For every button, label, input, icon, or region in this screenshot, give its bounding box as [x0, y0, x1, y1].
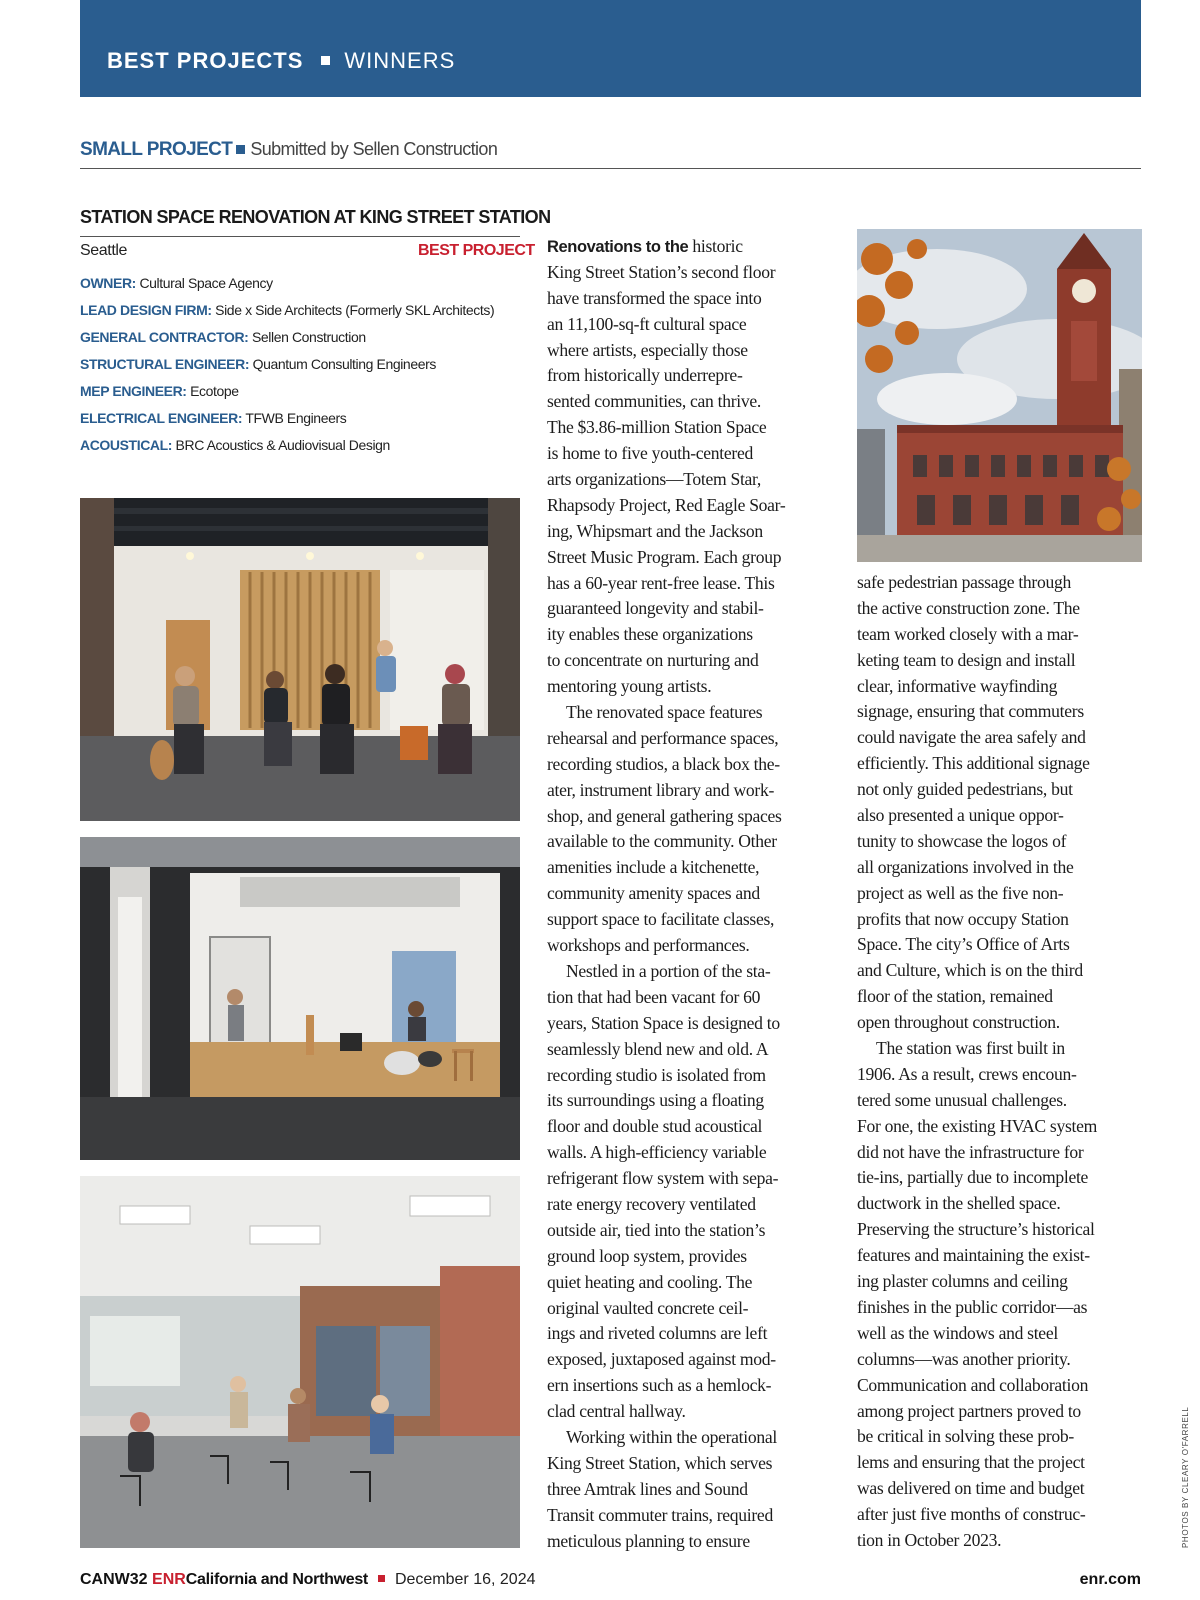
article-line: King Street Station’s second floor: [547, 261, 776, 282]
article-line: community amenity spaces and: [547, 883, 760, 904]
article-line: Street Music Program. Each group: [547, 546, 782, 567]
article-line: features and maintaining the exist-: [857, 1245, 1090, 1266]
page-footer: [80, 1571, 1141, 1593]
credit-role: STRUCTURAL ENGINEER:: [80, 356, 250, 372]
credit-name: Side x Side Architects (Formerly SKL Architects): [215, 302, 495, 318]
article-line: is home to five youth-centered: [547, 443, 753, 464]
credit-name: Cultural Space Agency: [139, 275, 273, 291]
article-line: after just five months of construc-: [857, 1504, 1086, 1525]
article-line: where artists, especially those: [547, 339, 748, 360]
article-line: safe pedestrian passage through: [857, 572, 1071, 592]
rehearsal-room-photo: [80, 498, 520, 821]
article-column-1: [547, 234, 832, 1554]
banner-title: [107, 48, 455, 74]
article-line: and Culture, which is on the third: [857, 960, 1083, 981]
article-line: available to the community. Other: [547, 831, 777, 852]
photo-credit: PHOTOS BY CLEARY O'FARRELL: [1181, 1406, 1190, 1548]
article-line: its surroundings using a floating: [547, 1090, 764, 1111]
section-banner: [80, 0, 1141, 97]
article-line: support space to facilitate classes,: [547, 909, 775, 930]
article-line: project as well as the five non-: [857, 882, 1064, 903]
article-line: have transformed the space into: [547, 287, 762, 308]
article-line: was delivered on time and budget: [857, 1478, 1085, 1499]
article-line: 1906. As a result, crews encoun-: [857, 1063, 1077, 1084]
article-line: Preserving the structure’s historical: [857, 1219, 1095, 1240]
article-line: arts organizations—Totem Star,: [547, 469, 761, 490]
article-line: among project partners proved to: [857, 1400, 1081, 1421]
article-line: shop, and general gathering spaces: [547, 805, 782, 826]
article-line: finishes in the public corridor—as: [857, 1296, 1088, 1317]
article-line: recording studios, a black box the-: [547, 753, 780, 774]
article-line: lems and ensuring that the project: [857, 1452, 1085, 1473]
publication-name: California and Northwest: [185, 1571, 368, 1588]
issue-date: December 16, 2024: [394, 1571, 536, 1588]
classroom-photo: [80, 1176, 520, 1548]
article-line: all organizations involved in the: [857, 856, 1074, 877]
article-line: Nestled in a portion of the sta-: [566, 960, 771, 981]
submitted-by: Submitted by Sellen Construction: [250, 139, 498, 159]
credit-owner: [80, 274, 525, 301]
category-label: SMALL PROJECT: [80, 139, 233, 160]
article-line: floor of the station, remained: [857, 986, 1053, 1007]
credit-name: Ecotope: [190, 383, 239, 399]
best-project-badge: BEST PROJECT: [418, 242, 535, 259]
article-line: guaranteed longevity and stabil-: [547, 598, 764, 619]
article-line: amenities include a kitchenette,: [547, 857, 760, 878]
article-line-text: historic: [688, 236, 743, 256]
article-line: meticulous planning to ensure: [547, 1530, 750, 1551]
article-line: has a 60-year rent-free lease. This: [547, 572, 775, 593]
article-line: outside air, tied into the station’s: [547, 1219, 766, 1240]
footer-square-icon: [378, 1575, 385, 1582]
article-line: ing plaster columns and ceiling: [857, 1271, 1068, 1292]
article-line: the active construction zone. The: [857, 597, 1080, 618]
credit-name: Sellen Construction: [251, 329, 366, 345]
article-line: workshops and performances.: [547, 935, 750, 956]
article-line: efficiently. This additional signage: [857, 753, 1090, 774]
project-city: Seattle: [80, 242, 128, 259]
article-line: team worked closely with a mar-: [857, 623, 1079, 644]
website-link[interactable]: enr.com: [1079, 1571, 1141, 1588]
article-line: from historically underrepre-: [547, 365, 743, 386]
credit-acoustical: [80, 436, 525, 463]
article-line: be critical in solving these prob-: [857, 1426, 1074, 1447]
article-line: also presented a unique oppor-: [857, 805, 1064, 826]
article-line: tunity to showcase the logos of: [857, 830, 1067, 851]
credit-role: MEP ENGINEER:: [80, 383, 187, 399]
article-line: three Amtrak lines and Sound: [547, 1478, 748, 1499]
article-line: mentoring young artists.: [547, 676, 712, 697]
project-title: STATION SPACE RENOVATION AT KING STREET STATION: [80, 207, 520, 237]
article-column-2: [857, 570, 1142, 1554]
article-line: rehearsal and performance spaces,: [547, 727, 779, 748]
banner-square-icon: [321, 56, 330, 65]
credit-name: TFWB Engineers: [245, 410, 347, 426]
article-line: Space. The city’s Office of Arts: [857, 934, 1070, 955]
article-line: The renovated space features: [566, 702, 763, 723]
credit-general-contractor: [80, 328, 525, 355]
article-line: tion in October 2023.: [857, 1529, 1002, 1550]
recording-studio-photo: [80, 837, 520, 1160]
page-number: CANW32: [80, 1571, 148, 1588]
article-line: clear, informative wayfinding: [857, 675, 1058, 696]
article-line: sented communities, can thrive.: [547, 391, 761, 412]
article-line: Rhapsody Project, Red Eagle Soar-: [547, 494, 786, 515]
credit-lead-design-firm: [80, 301, 525, 328]
enr-logo: ENR: [152, 1571, 186, 1588]
article-line: signage, ensuring that commuters: [857, 701, 1084, 722]
article-line: tered some unusual challenges.: [857, 1089, 1067, 1110]
project-credits: [80, 274, 525, 463]
banner-category: WINNERS: [344, 48, 456, 73]
article-line: recording studio is isolated from: [547, 1064, 766, 1085]
article-line: clad central hallway.: [547, 1401, 686, 1422]
category-square-icon: [236, 145, 245, 154]
article-line: ings and riveted columns are left: [547, 1323, 768, 1344]
article-line: refrigerant flow system with sepa-: [547, 1168, 779, 1189]
banner-section: BEST PROJECTS: [107, 48, 304, 73]
article-line: profits that now occupy Station: [857, 908, 1069, 929]
category-header: [80, 139, 1141, 169]
article-line: [547, 234, 832, 260]
article-line: years, Station Space is designed to: [547, 1012, 780, 1033]
article-line: Communication and collaboration: [857, 1374, 1089, 1395]
article-lead-in: Renovations to the: [547, 238, 689, 256]
article-line: not only guided pedestrians, but: [857, 779, 1073, 800]
credit-mep-engineer: [80, 382, 525, 409]
credit-role: ACOUSTICAL:: [80, 437, 173, 453]
article-line: did not have the infrastructure for: [857, 1141, 1084, 1162]
article-line: tie-ins, partially due to incomplete: [857, 1167, 1089, 1188]
article-line: original vaulted concrete ceil-: [547, 1297, 749, 1318]
article-line: ground loop system, provides: [547, 1245, 747, 1266]
article-line: walls. A high-efficiency variable: [547, 1142, 767, 1163]
article-line: The $3.86-million Station Space: [547, 417, 767, 438]
article-line: to concentrate on nurturing and: [547, 650, 759, 671]
article-line: Transit commuter trains, required: [547, 1504, 773, 1525]
article-line: ater, instrument library and work-: [547, 779, 775, 800]
article-line: Working within the operational: [566, 1426, 777, 1447]
article-line: well as the windows and steel: [857, 1322, 1058, 1343]
article-line: tion that had been vacant for 60: [547, 986, 761, 1007]
article-line: floor and double stud acoustical: [547, 1116, 763, 1137]
article-line: King Street Station, which serves: [547, 1452, 773, 1473]
article-line: rate energy recovery ventilated: [547, 1193, 756, 1214]
king-street-station-photo: [857, 229, 1142, 562]
article-line: ity enables these organizations: [547, 624, 753, 645]
credit-electrical-engineer: [80, 409, 525, 436]
article-line: seamlessly blend new and old. A: [547, 1038, 769, 1059]
article-line: quiet heating and cooling. The: [547, 1271, 753, 1292]
article-line: keting team to design and install: [857, 649, 1076, 670]
credit-role: GENERAL CONTRACTOR:: [80, 329, 249, 345]
credit-role: OWNER:: [80, 275, 136, 291]
credit-role: LEAD DESIGN FIRM:: [80, 302, 212, 318]
article-line: For one, the existing HVAC system: [857, 1115, 1097, 1136]
article-line: ing, Whipsmart and the Jackson: [547, 520, 763, 541]
article-line: could navigate the area safely and: [857, 727, 1086, 748]
credit-name: Quantum Consulting Engineers: [252, 356, 436, 372]
article-line: columns—was another priority.: [857, 1348, 1071, 1369]
article-line: open throughout construction.: [857, 1012, 1060, 1033]
article-line: ductwork in the shelled space.: [857, 1193, 1061, 1214]
credit-name: BRC Acoustics & Audiovisual Design: [175, 437, 390, 453]
credit-structural-engineer: [80, 355, 525, 382]
article-line: ern insertions such as a hemlock-: [547, 1375, 772, 1396]
article-line: exposed, juxtaposed against mod-: [547, 1349, 776, 1370]
article-line: The station was first built in: [876, 1038, 1065, 1059]
credit-role: ELECTRICAL ENGINEER:: [80, 410, 243, 426]
article-line: an 11,100-sq-ft cultural space: [547, 313, 747, 334]
